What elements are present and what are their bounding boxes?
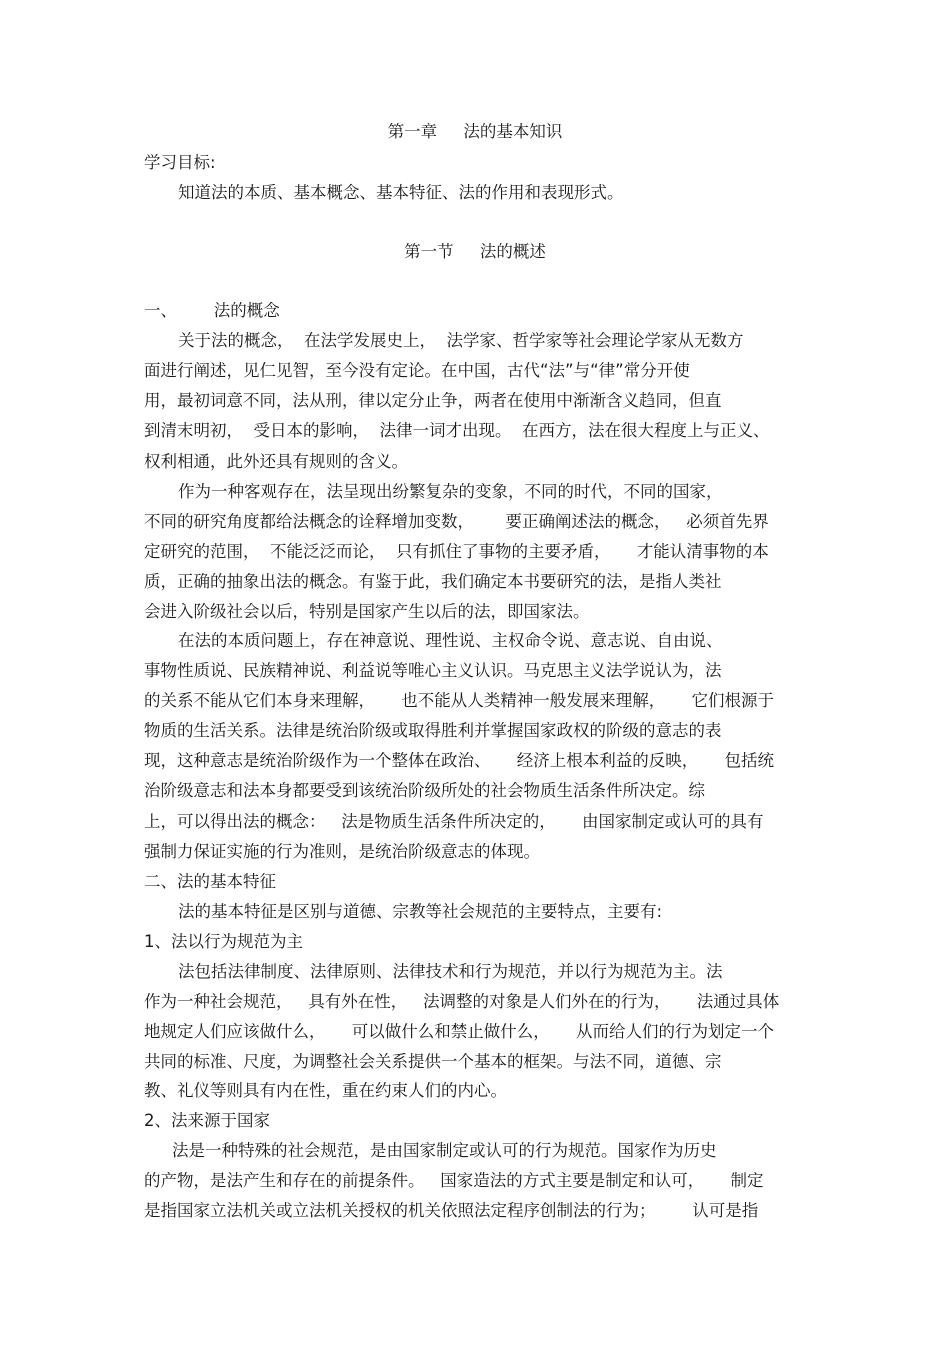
paragraph-line: 到清末明初， 受日本的影响， 法律一词才出现。 在西方，法在很大程度上与正义、 [144, 421, 770, 440]
paragraph-line: 是指国家立法机关或立法机关授权的机关依照法定程序创制法的行为； 认可是指 [144, 1201, 759, 1220]
paragraph-line: 共同的标准、尺度，为调整社会关系提供一个基本的框架。与法不同，道德、宗 [144, 1052, 722, 1071]
paragraph-4: 法的基本特征是区别与道德、宗教等社会规范的主要特点，主要有: [178, 902, 663, 921]
paragraph-line: 面进行阐述，见仁见智，至今没有定论。在中国，古代“法”与“律”常分开使 [144, 361, 690, 380]
paragraph-line: 治阶级意志和法本身都要受到该统治阶级所处的社会物质生活条件所决定。综 [144, 781, 705, 800]
paragraph-line: 法是一种特殊的社会规范，是由国家制定或认可的行为规范。国家作为历史 [172, 1141, 717, 1160]
paragraph-line: 不同的研究角度都给法概念的诠释增加变数， 要正确阐述法的概念， 必须首先界 [144, 512, 769, 531]
paragraph-line: 现，这种意志是统治阶级作为一个整体在政治、 经济上根本利益的反映， 包括统 [144, 751, 774, 770]
paragraph-line: 教、礼仪等则具有内在性，重在约束人们的内心。 [144, 1081, 507, 1100]
paragraph-line: 关于法的概念， 在法学发展史上， 法学家、哲学家等社会理论学家从无数方 [178, 331, 744, 350]
paragraph-line: 法包括法律制度、法律原则、法律技术和行为规范，并以行为规范为主。法 [178, 962, 723, 981]
objectives-label: 学习目标: [144, 153, 216, 172]
paragraph-line: 的产物，是法产生和存在的前提条件。 国家造法的方式主要是制定和认可， 制定 [144, 1171, 764, 1190]
heading-behavior-norms: 1、法以行为规范为主 [144, 932, 303, 951]
section-title: 第一节 法的概述 [404, 242, 546, 261]
objectives-text: 知道法的本质、基本概念、基本特征、法的作用和表现形式。 [178, 183, 624, 202]
heading-concept: 一、 法的概念 [144, 301, 280, 320]
paragraph-line: 在法的本质问题上，存在神意说、理性说、主权命令说、意志说、自由说、 [178, 631, 723, 650]
paragraph-line: 质，正确的抽象出法的概念。有鉴于此，我们确定本书要研究的法，是指人类社 [144, 572, 722, 591]
paragraph-line: 上，可以得出法的概念： 法是物质生活条件所决定的， 由国家制定或认可的具有 [144, 812, 764, 831]
paragraph-line: 定研究的范围， 不能泛泛而论， 只有抓住了事物的主要矛盾， 才能认清事物的本 [144, 542, 769, 561]
paragraph-line: 权利相通，此外还具有规则的含义。 [144, 452, 408, 471]
paragraph-line: 用，最初词意不同，法从刑，律以定分止争，两者在使用中渐渐含义趋同，但直 [144, 391, 722, 410]
paragraph-line: 作为一种社会规范， 具有外在性， 法调整的对象是人们外在的行为， 法通过具体 [144, 992, 780, 1011]
paragraph-line: 会进入阶级社会以后，特别是国家产生以后的法，即国家法。 [144, 602, 590, 621]
paragraph-line: 的关系不能从它们本身来理解， 也不能从人类精神一般发展来理解， 它们根源于 [144, 691, 774, 710]
paragraph-line: 地规定人们应该做什么， 可以做什么和禁止做什么， 从而给人们的行为划定一个 [144, 1022, 774, 1041]
chapter-title: 第一章 法的基本知识 [387, 122, 563, 141]
paragraph-line: 物质的生活关系。法律是统治阶级或取得胜利并掌握国家政权的阶级的意志的表 [144, 721, 722, 740]
paragraph-line: 作为一种客观存在，法呈现出纷繁复杂的变象，不同的时代，不同的国家， [178, 482, 723, 501]
paragraph-line: 强制力保证实施的行为准则，是统治阶级意志的体现。 [144, 842, 540, 861]
paragraph-line: 事物性质说、民族精神说、利益说等唯心主义认识。马克思主义法学说认为，法 [144, 661, 722, 680]
heading-from-state: 2、法来源于国家 [144, 1111, 270, 1130]
heading-characteristics: 二、法的基本特征 [144, 872, 276, 891]
